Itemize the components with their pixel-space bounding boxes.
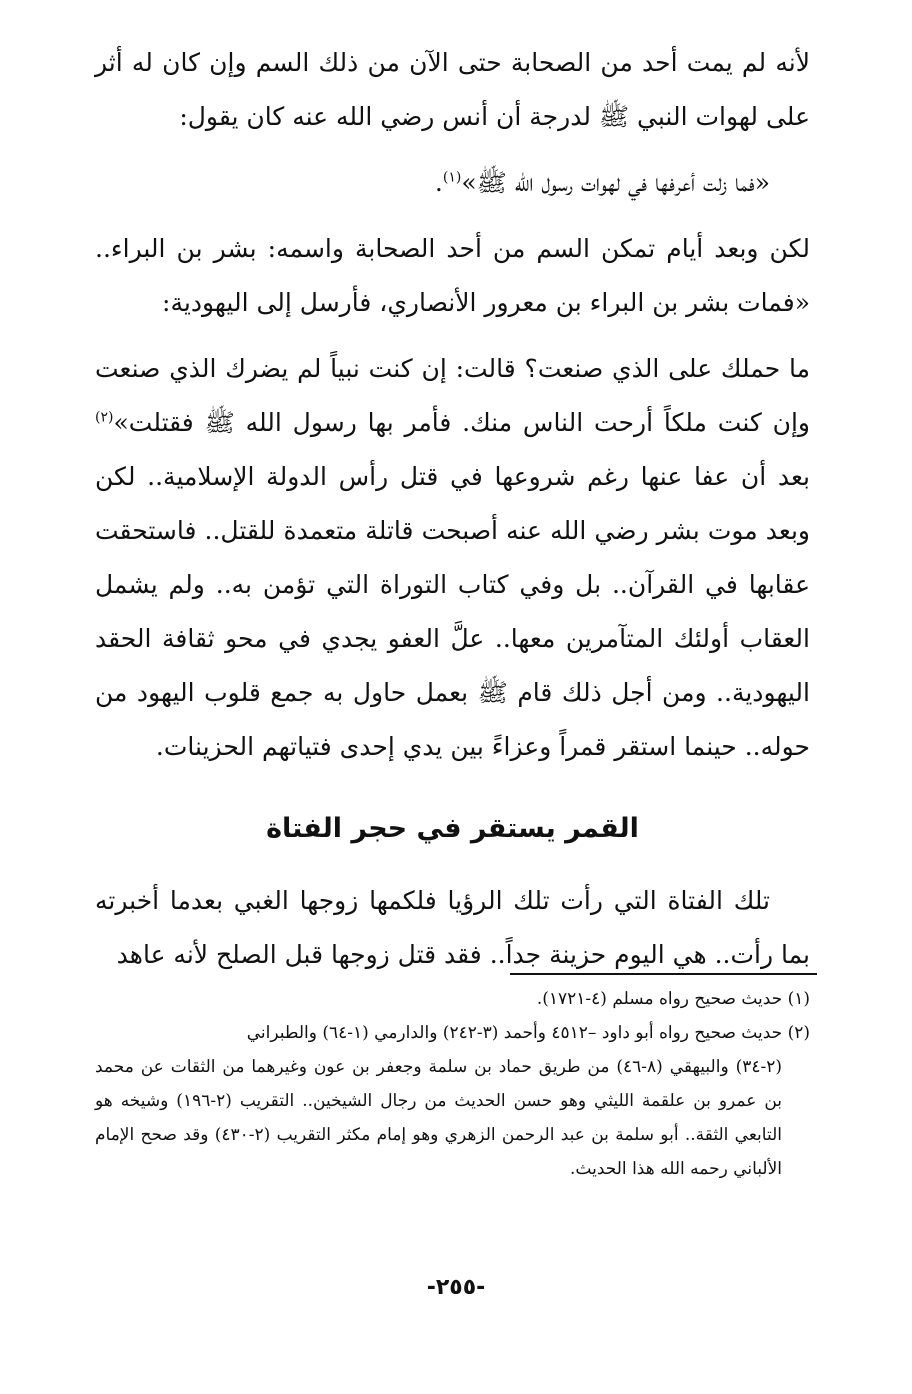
quote-paragraph [95,156,810,210]
footnote-ref-2[interactable]: (٢) [95,409,114,426]
paragraph-3-part-a: ما حملك على الذي صنعت؟ قالت: إن كنت نبياً لم يضرك الذي صنعت وإن كنت ملكاً أرحت الناس منك. فأمر بها رسول الله ﷺ فقتلت» [95,354,810,437]
quote-end: . [434,168,443,197]
footnote-1: (١) حديث صحيح رواه مسلم (٤-١٧٢١). [536,989,810,1009]
paragraph-4: تلك الفتاة التي رأت تلك الرؤيا فلكمها زوجها الغبي بعدما أخبرته بما رأت.. هي اليوم حزينة جداً.. فقد قتل زوجها قبل الصلح لأنه عاهد [95,886,810,969]
main-text [95,36,810,994]
footnotes [95,982,810,1186]
paragraph-3 [95,342,810,774]
paragraph-2: لكن وبعد أيام تمكن السم من أحد الصحابة واسمه: بشر بن البراء.. «فمات بشر بن البراء بن معرور الأنصاري، فأرسل إلى اليهودية: [95,234,810,317]
footnote-divider [510,973,817,975]
footnote-ref-1[interactable]: (١) [442,169,462,186]
footnote-2-continuation: (٢-٣٤) والبيهقي (٨-٤٦) من طريق حماد بن سلمة وجعفر بن عون وغيرهما من الثقات عن محمد بن عمرو بن علقمة الليثي وهو حسن الحديث من رجال الشيخين.. التقريب (٢-١٩٦) وشيخه هو التابعي الثقة.. أبو سلمة بن عبد الرحمن الزهري وهو إمام مكثر التقريب (٢-٤٣٠) وقد صحح الإمام الألباني رحمه الله هذا الحديث. [95,1057,782,1179]
page-number: -٢٥٥- [426,1275,486,1300]
quote-text: «فما زلت أعرفها في لهوات رسول الله ﷺ» [461,168,770,197]
section-heading: القمر يستقر في حجر الفتاة [266,813,639,844]
body-text-2 [95,874,810,982]
paragraph-3-part-b: بعد أن عفا عنها رغم شروعها في قتل رأس الدولة الإسلامية.. لكن وبعد موت بشر رضي الله عنه أصبحت قاتلة متعمدة للقتل.. فاستحقت عقابها في القرآن.. بل وفي كتاب التوراة التي تؤمن به.. ولم يشمل العقاب أولئك المتآمرين معها.. علَّ العفو يجدي في محو ثقافة الحقد اليهودية.. ومن أجل ذلك قام ﷺ بعمل حاول به جمع قلوب اليهود من حوله.. حينما استقر قمراً وعزاءً بين يدي إحدى فتياتهم الحزينات. [95,462,810,761]
footnote-2-first-line: (٢) حديث صحيح رواه أبو داود –٤٥١٢ وأحمد (٣-٢٤٢) والدارمي (١-٦٤) والطبراني [246,1023,810,1043]
body-text [95,36,810,774]
paragraph-1: لأنه لم يمت أحد من الصحابة حتى الآن من ذلك السم وإن كان له أثر على لهوات النبي ﷺ لدرجة أن أنس رضي الله عنه كان يقول: [95,48,810,131]
